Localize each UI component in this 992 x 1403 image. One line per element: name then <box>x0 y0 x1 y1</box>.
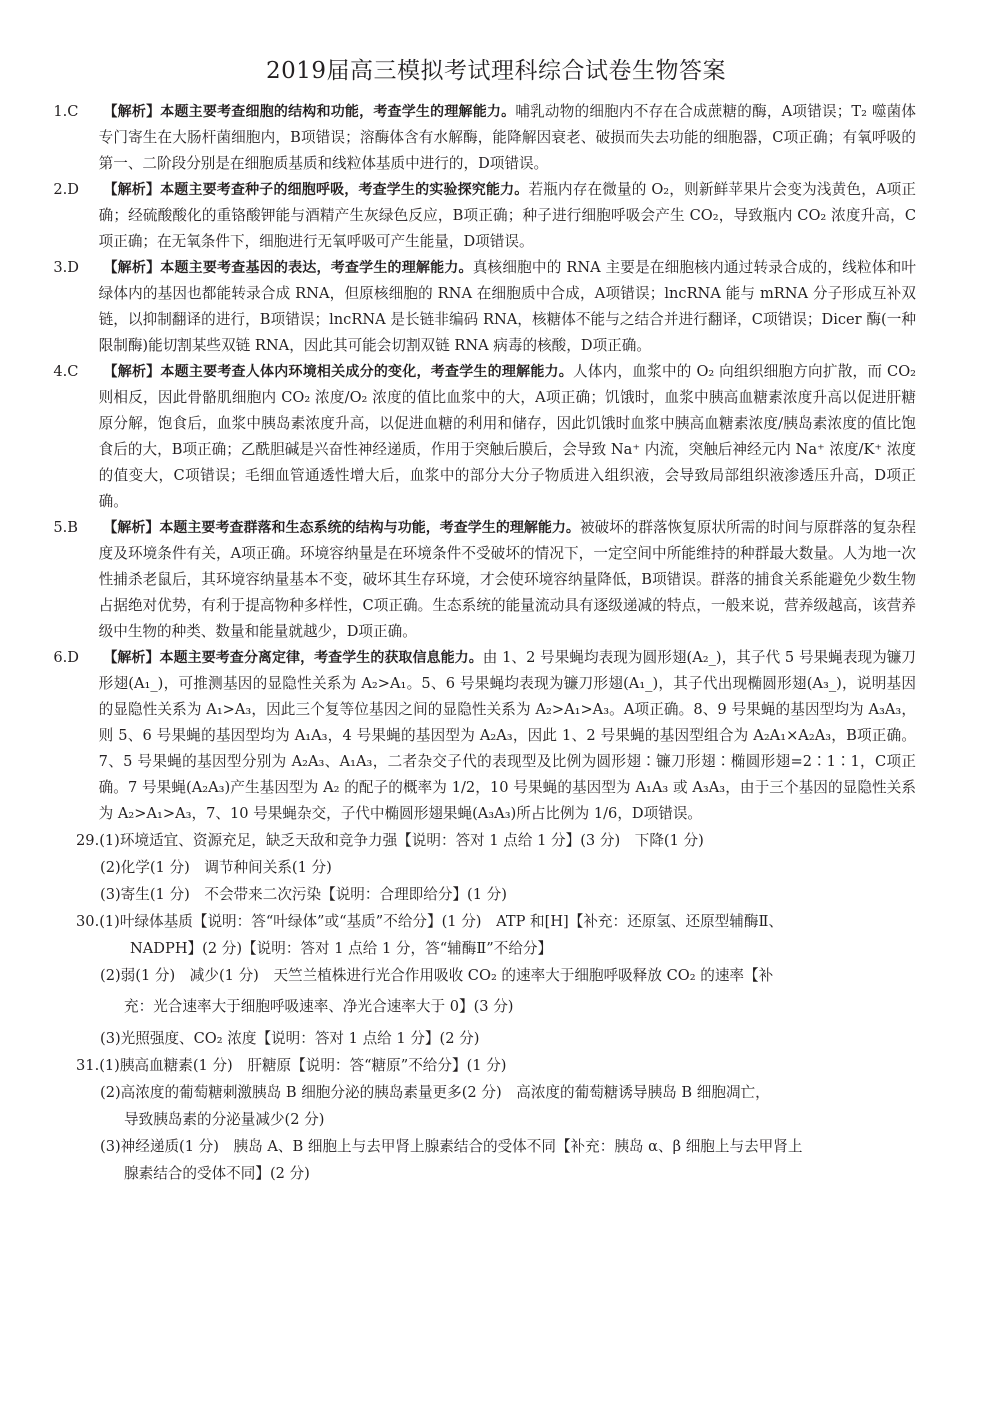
analysis-text: 人体内，血浆中的 O₂ 向组织细胞方向扩散，而 CO₂ 则相反，因此骨骼肌细胞内 CO₂ 浓度/O₂ 浓度的值比血浆中的大，A项正确；饥饿时，血浆中胰高血糖素浓度升高以促进肝糖原分解，饱食后，血浆中胰岛素浓度升高，以促进血糖的利用和储存，因此饥饿时血浆中胰高血糖素浓度/胰岛素浓度的值比饱食后的大，B项正确；乙酰胆碱是兴奋性神经递质，作用于突触后膜后，会导致 Na⁺ 内流，突触后神经元内 Na⁺ 浓度/K⁺ 浓度的值变大，C项错误；毛细血管通透性增大后，血浆中的部分大分子物质进入组织液，会导致局部组织液渗透压升高，D项正确。 <box>98 363 917 510</box>
answer-item-5 <box>53 515 917 645</box>
answer-number: 1.C <box>53 103 79 120</box>
answer-item-2 <box>53 177 917 255</box>
analysis-text: 若瓶内存在微量的 O₂，则新鲜苹果片会变为浅黄色，A项正确；经硫酸酸化的重铬酸钾能与酒精产生灰绿色反应，B项正确；种子进行细胞呼吸会产生 CO₂，导致瓶内 CO₂ 浓度升高，C项正确；在无氧条件下，细胞进行无氧呼吸可产生能量，D项错误。 <box>98 181 917 250</box>
analysis-focus: 本题主要考查分离定律，考查学生的获取信息能力。 <box>159 650 483 666</box>
question-31 <box>76 1052 916 1187</box>
analysis-focus: 本题主要考查人体内环境相关成分的变化，考查学生的理解能力。 <box>160 364 574 380</box>
page-title: 2019届高三模拟考试理科综合试卷生物答案 <box>265 58 727 84</box>
q29-line-3: (3)寄生(1 分) 不会带来二次污染【说明：合理即给分】(1 分) <box>100 886 507 903</box>
answer-item-3 <box>53 255 917 359</box>
analysis-tag: 【解析】 <box>103 182 161 198</box>
analysis-focus: 本题主要考查群落和生态系统的结构与功能，考查学生的理解能力。 <box>159 520 580 536</box>
q30-line-1b: NADPH】(2 分)【说明：答对 1 点给 1 分，答“辅酶Ⅱ”不给分】 <box>130 940 553 957</box>
analysis-tag: 【解析】 <box>103 520 160 536</box>
answer-number: 5.B <box>53 519 79 536</box>
analysis-text: 哺乳动物的细胞内不存在合成蔗糖的酶，A项错误；T₂ 噬菌体专门寄生在大肠杆菌细胞内，B项错误；溶酶体含有水解酶，能降解因衰老、破损而失去功能的细胞器，C项正确；有氧呼吸的第一、二阶段分别是在细胞质基质和线粒体基质中进行的，D项错误。 <box>98 103 917 172</box>
analysis-text: 由 1、2 号果蝇均表现为圆形翅(A₂_)，其子代 5 号果蝇表现为镰刀形翅(A₁_)，可推测基因的显隐性关系为 A₂>A₁。5、6 号果蝇均表现为镰刀形翅(A₁_)，其子代出现椭圆形翅(A₃_)，说明基因的显隐性关系为 A₁>A₃，因此三个复等位基因之间的显隐性关系为 A₂>A₁>A₃。A项正确。8、9 号果蝇的基因型均为 A₃A₃，则 5、6 号果蝇的基因型均为 A₁A₃，4 号果蝇的基因型为 A₂A₃，因此 1、2 号果蝇的基因型组合为 A₂A₁×A₂A₃，B项正确。7、5 号果蝇的基因型分别为 A₂A₃、A₁A₃，二者杂交子代的表现型及比例为圆形翅∶镰刀形翅∶椭圆形翅=2∶1∶1，C项正确。7 号果蝇(A₂A₃)产生基因型为 A₂ 的配子的概率为 1/2，10 号果蝇的基因型为 A₁A₃ 或 A₃A₃，由于三个基因的显隐性关系为 A₂>A₁>A₃，7、10 号果蝇杂交，子代中椭圆形翅果蝇(A₃A₃)所占比例为 1/6，D项错误。 <box>98 649 917 822</box>
q29-line-2: (2)化学(1 分) 调节种间关系(1 分) <box>100 859 332 876</box>
q31-line-2: (2)高浓度的葡萄糖刺激胰岛 B 细胞分泌的胰岛素量更多(2 分) 高浓度的葡萄糖诱导胰岛 B 细胞凋亡， <box>100 1084 770 1101</box>
q31-line-3: (3)神经递质(1 分) 胰岛 A、B 细胞上与去甲肾上腺素结合的受体不同【补充：胰岛 α、β 细胞上与去甲肾上 <box>100 1138 803 1155</box>
answer-item-1 <box>53 99 917 177</box>
q30-line-2b: 充：光合速率大于细胞呼吸速率、净光合速率大于 0】(3 分) <box>124 998 514 1015</box>
analysis-tag: 【解析】 <box>103 260 161 276</box>
answer-item-6 <box>53 645 917 827</box>
question-30 <box>76 908 916 1052</box>
analysis-focus: 本题主要考查细胞的结构和功能，考查学生的理解能力。 <box>160 104 516 120</box>
q31-line-2b: 导致胰岛素的分泌量减少(2 分) <box>124 1111 325 1128</box>
analysis-focus: 本题主要考查基因的表达，考查学生的理解能力。 <box>160 260 473 276</box>
question-29 <box>76 827 916 908</box>
answer-number: 2.D <box>53 181 79 198</box>
analysis-text: 真核细胞中的 RNA 主要是在细胞核内通过转录合成的，线粒体和叶绿体内的基因也都能转录合成 RNA，但原核细胞的 RNA 在细胞质中合成，A项错误；lncRNA 能与 mRNA 分子形成互补双链，以抑制翻译的进行，B项错误；lncRNA 是长链非编码 RNA，核糖体不能与之结合并进行翻译，C项错误；Dicer 酶(一种限制酶)能切割某些双链 RNA，因此其可能会切割双链 RNA 病毒的核酸，D项正确。 <box>98 259 917 354</box>
analysis-tag: 【解析】 <box>103 104 161 120</box>
answer-number: 3.D <box>53 259 79 276</box>
analysis-focus: 本题主要考查种子的细胞呼吸，考查学生的实验探究能力。 <box>160 182 529 198</box>
q30-line-3: (3)光照强度、CO₂ 浓度【说明：答对 1 点给 1 分】(2 分) <box>100 1030 480 1047</box>
q29-line-1: 29.(1)环境适宜、资源充足，缺乏天敌和竞争力强【说明：答对 1 点给 1 分】(3 分) 下降(1 分) <box>76 832 704 849</box>
analysis-tag: 【解析】 <box>103 650 160 666</box>
multiple-choice-section <box>53 99 917 827</box>
analysis-text: 被破坏的群落恢复原状所需的时间与原群落的复杂程度及环境条件有关，A项正确。环境容纳量是在环境条件不受破坏的情况下，一定空间中所能维持的种群最大数量。人为地一次性捕杀老鼠后，其环境容纳量基本不变，破坏其生存环境，才会使环境容纳量降低，B项错误。群落的捕食关系能避免少数生物占据绝对优势，有利于提高物种多样性，C项正确。生态系统的能量流动具有逐级递减的特点，一般来说，营养级越高，该营养级中生物的种类、数量和能量就越少，D项正确。 <box>98 519 917 640</box>
q31-line-3b: 腺素结合的受体不同】(2 分) <box>124 1165 310 1182</box>
q30-line-2: (2)弱(1 分) 减少(1 分) 天竺兰植株进行光合作用吸收 CO₂ 的速率大于细胞呼吸释放 CO₂ 的速率【补 <box>100 967 774 984</box>
answer-number: 6.D <box>53 649 79 666</box>
answer-item-4 <box>53 359 917 515</box>
analysis-tag: 【解析】 <box>103 364 161 380</box>
answer-number: 4.C <box>53 363 79 380</box>
q30-line-1: 30.(1)叶绿体基质【说明：答“叶绿体”或“基质”不给分】(1 分) ATP 和[H]【补充：还原氢、还原型辅酶Ⅱ、 <box>76 913 783 930</box>
q31-line-1: 31.(1)胰高血糖素(1 分) 肝糖原【说明：答“糖原”不给分】(1 分) <box>76 1057 507 1074</box>
